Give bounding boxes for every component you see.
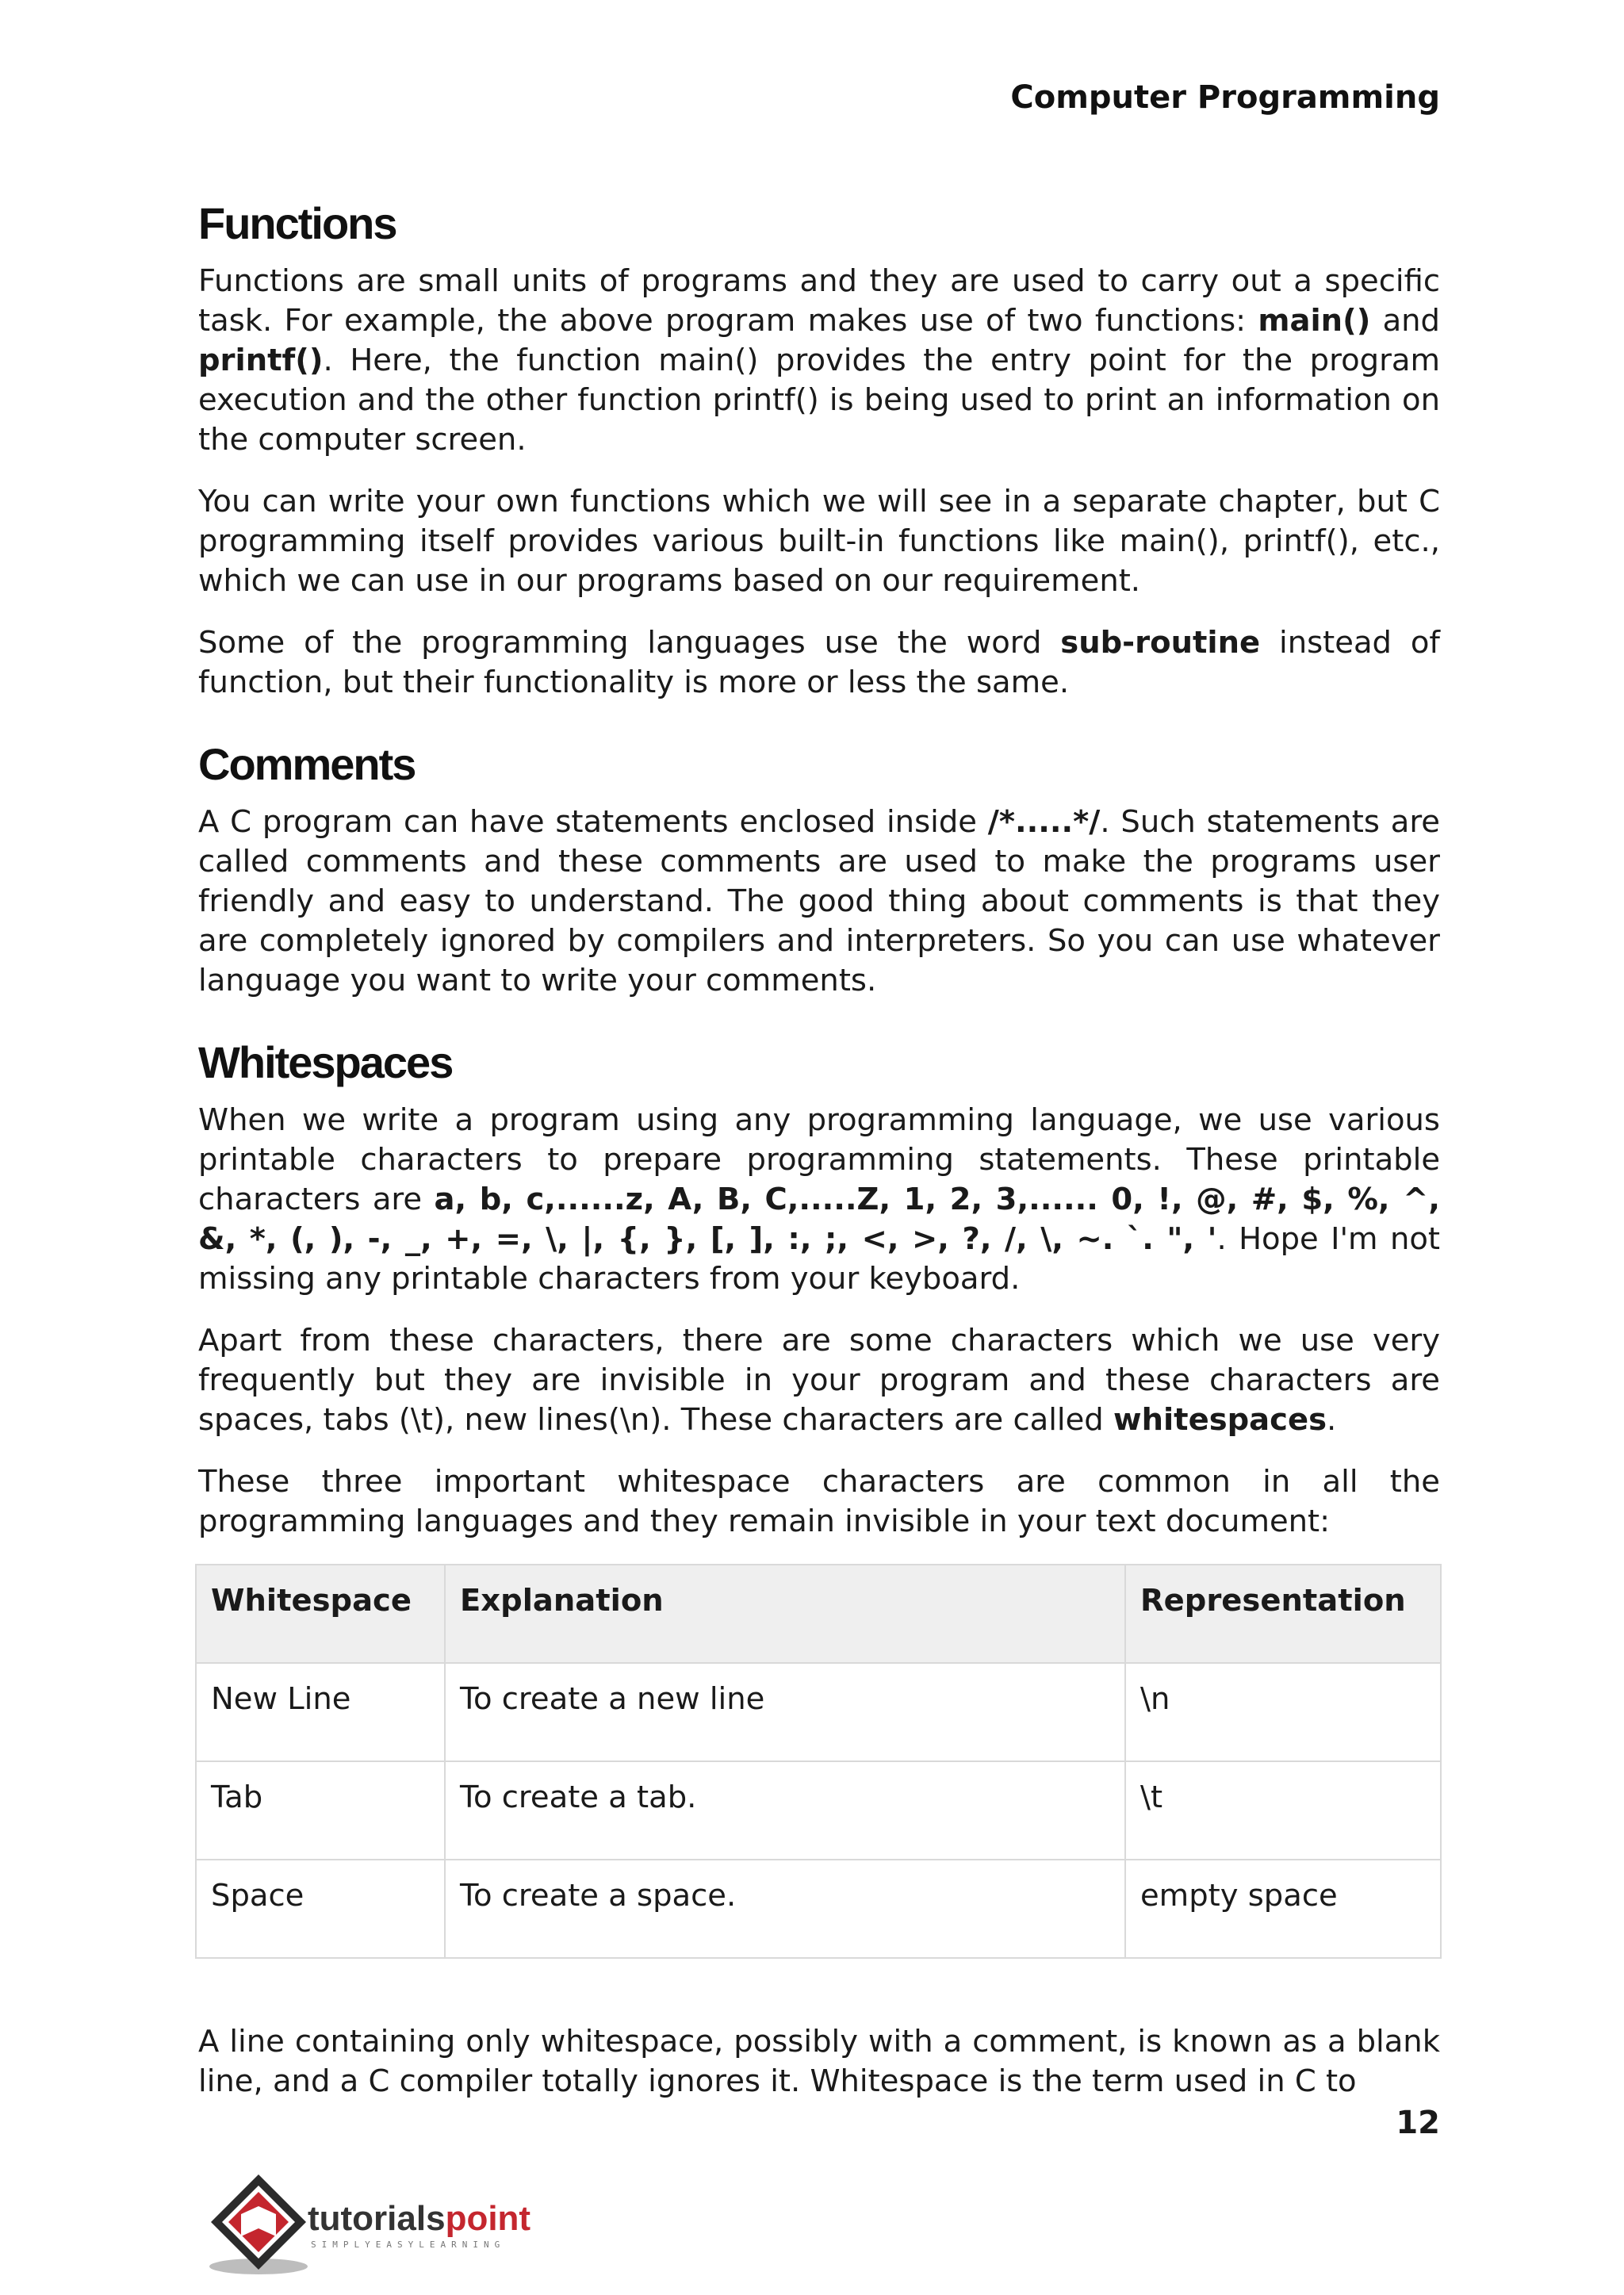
logo-tagline: SIMPLYEASYLEARNING bbox=[311, 2239, 506, 2250]
table-row bbox=[196, 1761, 1441, 1860]
table-cell: \t bbox=[1125, 1761, 1441, 1860]
table-cell: \n bbox=[1125, 1663, 1441, 1761]
whitespaces-heading: Whitespaces bbox=[198, 1037, 453, 1087]
table-cell: New Line bbox=[196, 1663, 445, 1761]
functions-paragraph-3: Some of the programming languages use the word sub-routine instead of function, but their functionality is more or less the same. bbox=[198, 625, 1440, 700]
functions-paragraph-1: Functions are small units of programs and they are used to carry out a specific task. For example, the above program makes use of two functions: main() and printf(). Here, the function main() provides the entry point for the program execution and the other function printf() is being used to print an information on the computer screen. bbox=[198, 263, 1440, 458]
table-row bbox=[196, 1663, 1441, 1761]
whitespaces-paragraph-3: These three important whitespace characters are common in all the programming languages and they remain invisible in your text document: bbox=[198, 1464, 1440, 1539]
page-number: 12 bbox=[1396, 2105, 1440, 2141]
table-cell: To create a tab. bbox=[445, 1761, 1125, 1860]
table-header-cell: Whitespace bbox=[196, 1565, 445, 1663]
comments-paragraph-1: A C program can have statements enclosed inside /*.....*/. Such statements are called comments and these comments are used to make the programs user friendly and easy to understand. The good thing about comments is that they are completely ignored by compilers and interpreters. So you can use whatever language you want to write your comments. bbox=[198, 804, 1440, 998]
comments-heading: Comments bbox=[198, 739, 416, 789]
running-header: Computer Programming bbox=[1010, 79, 1440, 116]
whitespaces-paragraph-4: A line containing only whitespace, possibly with a comment, is known as a blank line, and a C compiler totally ignores it. Whitespace is the term used in C to bbox=[198, 2024, 1440, 2099]
table-cell: Tab bbox=[196, 1761, 445, 1860]
table-cell: empty space bbox=[1125, 1860, 1441, 1958]
table-header-cell: Representation bbox=[1125, 1565, 1441, 1663]
table-row bbox=[196, 1860, 1441, 1958]
whitespaces-paragraph-2: Apart from these characters, there are some characters which we use very frequently but they are invisible in your program and these characters are spaces, tabs (\t), new lines(\n). These characters are called whitespaces. bbox=[198, 1323, 1440, 1438]
table-header-cell: Explanation bbox=[445, 1565, 1125, 1663]
table-cell: To create a new line bbox=[445, 1663, 1125, 1761]
tutorialspoint-logo bbox=[197, 2165, 593, 2284]
whitespaces-paragraph-1: When we write a program using any programming language, we use various printable characters to prepare programming statements. These printable characters are a, b, c,......z, A, B, C,.....Z, 1, 2, 3,...... 0, !, @, #, $, %, ^, &, *, (, ), -, _, +, =, \, |, {, }, [, ], :, ;, <, >, ?, /, \, ~. `. ", '. Hope I'm not missing any printable characters from your keyboard. bbox=[198, 1102, 1440, 1297]
functions-heading: Functions bbox=[198, 198, 396, 248]
logo-wordmark: tutorialspoint bbox=[308, 2199, 531, 2238]
whitespace-table bbox=[195, 1564, 1442, 1959]
page-content bbox=[198, 197, 1440, 2124]
table-header-row bbox=[196, 1565, 1441, 1663]
functions-paragraph-2: You can write your own functions which we will see in a separate chapter, but C programming itself provides various built-in functions like main(), printf(), etc., which we can use in our programs based on our requirement. bbox=[198, 484, 1440, 599]
table-cell: To create a space. bbox=[445, 1860, 1125, 1958]
table-cell: Space bbox=[196, 1860, 445, 1958]
